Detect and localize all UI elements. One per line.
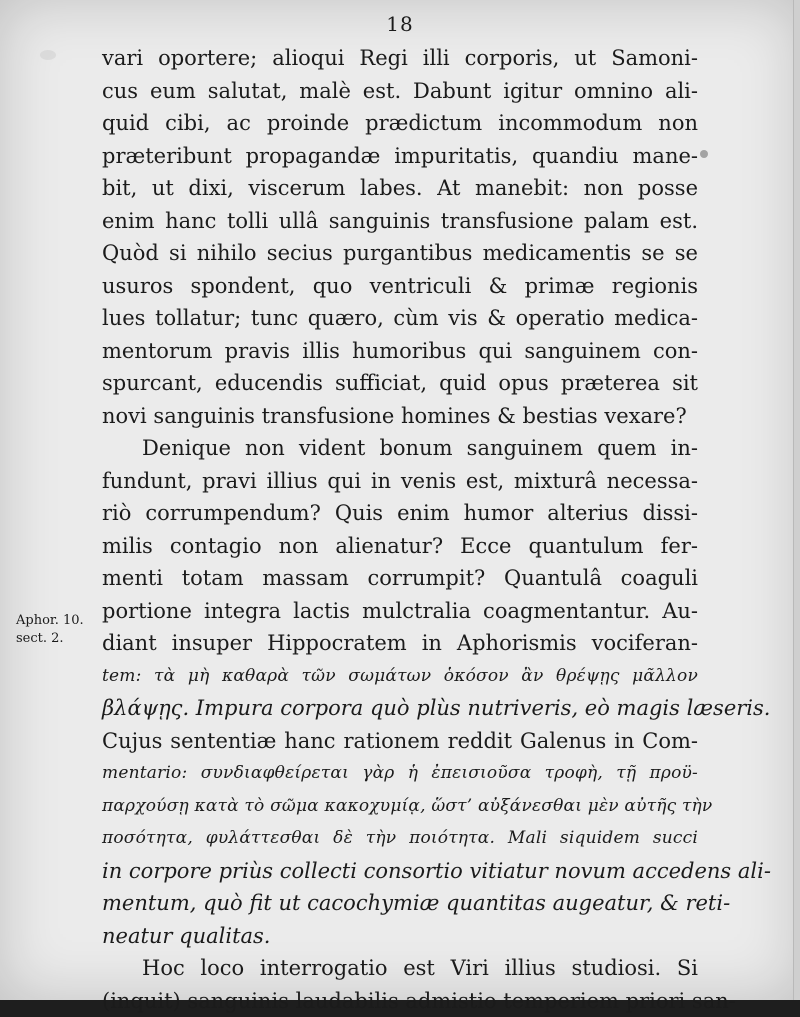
text-line: fundunt, pravi illius qui in venis est, mixturâ necessa-	[102, 465, 698, 498]
margin-note-line: Aphor. 10.	[16, 612, 102, 630]
page-edge	[793, 0, 800, 1000]
text-line: lues tollatur; tunc quæro, cùm vis & operatio medica-	[102, 302, 698, 335]
greek-line: παρχούσῃ κατὰ τὸ σῶμα κακοχυμίᾳ, ὥστ’ αὐξάνεσθαι μὲν αὐτῆς τὴν	[102, 790, 698, 823]
greek-line: mentario: συνδιαφθείρεται γὰρ ἡ ἐπεισιοῦσα τροφὴ, τῇ προϋ-	[102, 757, 698, 790]
greek-line: ποσότητα, φυλάττεσθαι δὲ τὴν ποιότητα. Mali siquidem succi	[102, 822, 698, 855]
text-line: novi sanguinis transfusione homines & bestias vexare?	[102, 400, 698, 433]
margin-note-line: sect. 2.	[16, 630, 102, 648]
text-line: (inquit) sanguinis laudabilis admistio temperiem priori san-	[102, 985, 698, 1017]
text-line: menti totam massam corrumpit? Quantulâ coaguli	[102, 562, 698, 595]
text-line: βλάψῃς. Impura corpora quò plùs nutriveris, eò magis læseris.	[102, 692, 698, 725]
text-line: mentorum pravis illis humoribus qui sanguinem con-	[102, 335, 698, 368]
text-line: bit, ut dixi, viscerum labes. At manebit: non posse	[102, 172, 698, 205]
greek-line: tem: τὰ μὴ καθαρὰ τῶν σωμάτων ὁκόσον ἂν θρέψῃς μᾶλλον	[102, 660, 698, 693]
text-line: spurcant, educendis sufficiat, quid opus præterea sit	[102, 367, 698, 400]
text-line: milis contagio non alienatur? Ecce quantulum fer-	[102, 530, 698, 563]
page-number: 18	[380, 12, 420, 36]
ink-stain	[40, 50, 56, 60]
text-line: Hoc loco interrogatio est Viri illius studiosi. Si	[102, 952, 698, 985]
text-line: diant insuper Hippocratem in Aphorismis vociferan-	[102, 627, 698, 660]
ink-stain	[700, 150, 708, 158]
text-line: enim hanc tolli ullâ sanguinis transfusione palam est.	[102, 205, 698, 238]
margin-note	[16, 612, 102, 648]
text-line: portione integra lactis mulctralia coagmentantur. Au-	[102, 595, 698, 628]
text-line: neatur qualitas.	[102, 920, 698, 953]
body-text	[102, 42, 698, 1017]
text-line: Cujus sententiæ hanc rationem reddit Galenus in Com-	[102, 725, 698, 758]
text-line: præteribunt propagandæ impuritatis, quandiu mane-	[102, 140, 698, 173]
text-line: usuros spondent, quo ventriculi & primæ regionis	[102, 270, 698, 303]
text-line: quid cibi, ac proinde prædictum incommodum non	[102, 107, 698, 140]
text-line: mentum, quò fit ut cacochymiæ quantitas augeatur, & reti-	[102, 887, 698, 920]
text-line: vari oportere; alioqui Regi illi corporis, ut Samoni-	[102, 42, 698, 75]
text-line: cus eum salutat, malè est. Dabunt igitur omnino ali-	[102, 75, 698, 108]
text-line: Denique non vident bonum sanguinem quem in-	[102, 432, 698, 465]
text-line: in corpore priùs collecti consortio vitiatur novum accedens ali-	[102, 855, 698, 888]
text-line: Quòd si nihilo secius purgantibus medicamentis se se	[102, 237, 698, 270]
text-line: riò corrumpendum? Quis enim humor alterius dissi-	[102, 497, 698, 530]
